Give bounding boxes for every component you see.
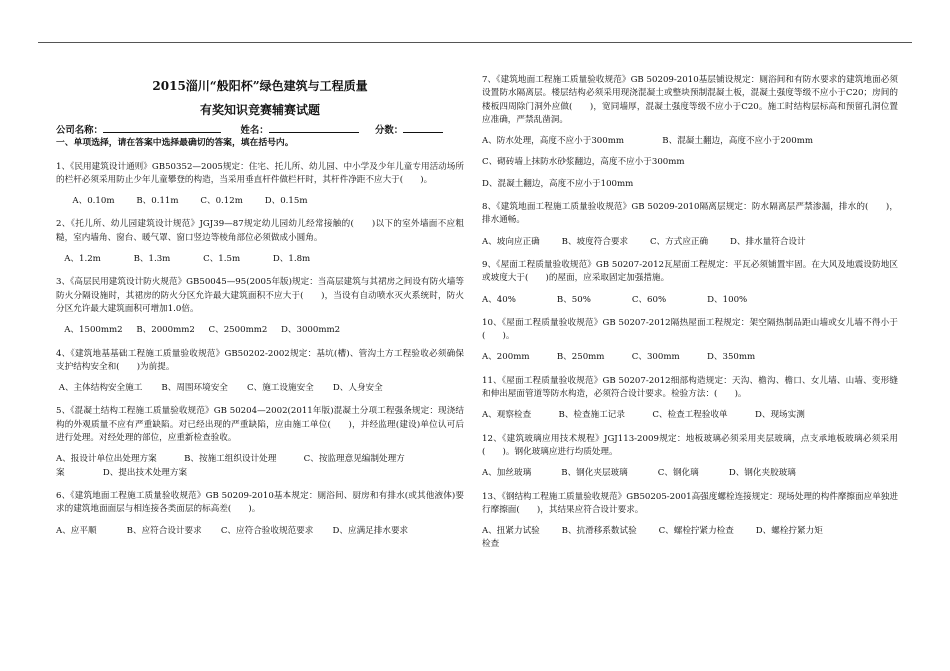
option[interactable]: C、施工设施安全 bbox=[247, 383, 314, 394]
option[interactable]: A、坡向应正确 bbox=[482, 236, 540, 247]
option[interactable]: D、现场实测 bbox=[754, 410, 805, 421]
exam-title: 2015淄川“般阳杯”绿色建筑与工程质量 bbox=[152, 79, 368, 93]
company-label: 公司名称： bbox=[56, 125, 103, 136]
question-text: 2、《托儿所、幼儿园建筑设计规范》JGJ39—87规定幼儿园幼儿经常接触的( )以下的室外墙面不应粗糙，室内墙角、窗台、暖气罩、窗口竖边等棱角部位必须做成小圆角。 bbox=[56, 219, 464, 243]
option[interactable]: D、排水量符合设计 bbox=[729, 236, 806, 247]
question-text: 4、《建筑地基基础工程施工质量验收规范》GB50202-2002规定：基坑(槽)、管沟土方工程验收必须确保支护结构安全和( )为前提。 bbox=[56, 348, 464, 372]
option[interactable]: B、2000mm2 bbox=[136, 325, 195, 336]
option[interactable]: C、应符合验收规范要求 bbox=[220, 525, 314, 536]
question-text: 12、《建筑玻璃应用技术规程》JGJ113-2009规定：地板玻璃必须采用夹层玻璃，点支承地板玻璃必须采用( )。钢化玻璃应进行均质处理。 bbox=[482, 433, 898, 457]
option[interactable]: D、应满足排水要求 bbox=[332, 525, 409, 536]
option[interactable]: D、钢化夹胶玻璃 bbox=[728, 468, 796, 479]
option[interactable]: D、3000mm2 bbox=[281, 325, 341, 336]
option-wrap: 案 bbox=[56, 467, 65, 478]
answer-options bbox=[482, 294, 898, 307]
answer-options bbox=[482, 135, 898, 148]
option[interactable]: B、应符合设计要求 bbox=[126, 525, 202, 536]
option[interactable]: B、抗滑移系数试验 bbox=[561, 526, 637, 537]
option[interactable]: B、检查施工记录 bbox=[558, 410, 625, 421]
question-text: 1、《民用建筑设计通则》GB50352—2005规定：住宅、托儿所、幼儿园、中小学及少年儿童专用活动场所的栏杆必须采用防止少年儿童攀登的构造，当采用垂直杆件做栏杆时，其杆件净距不应大于( )。 bbox=[56, 161, 464, 185]
option[interactable]: B、周围环境安全 bbox=[161, 383, 228, 394]
option[interactable]: A、加丝玻璃 bbox=[482, 468, 532, 479]
question-text: 6、《建筑地面工程施工质量验收规范》GB 50209-2010基本规定：厕浴间、厨房和有排水(或其他液体)要求的建筑地面面层与相连接各类面层的标高差( )。 bbox=[56, 490, 464, 515]
answer-options bbox=[482, 178, 898, 191]
answer-options bbox=[56, 525, 464, 538]
question-text: 8、《建筑地面工程施工质量验收规范》GB 50209-2010隔离层规定：防水隔离层严禁渗漏，排水的( )，排水通畅。 bbox=[482, 202, 898, 226]
option[interactable]: D、螺栓拧紧力矩 bbox=[755, 526, 823, 537]
option[interactable]: D、混凝土翻边，高度不应小于100mm bbox=[482, 178, 634, 189]
name-blank[interactable] bbox=[269, 122, 359, 133]
option[interactable]: B、1.3m bbox=[133, 254, 171, 265]
option-wrap: 检查 bbox=[482, 539, 500, 550]
answer-options bbox=[482, 467, 898, 480]
question-text: 5、《混凝土结构工程施工质量验收规范》GB 50204—2002(2011年版)混凝土分项工程强条规定：现浇结构的外观质量不应有严重缺陷。对已经出现的严重缺陷，应由施工单位( )，并经监理(建设)单位认可后进行处理。对经处理的部位，应重新检查验收。 bbox=[56, 406, 464, 444]
answer-options bbox=[56, 324, 464, 337]
option[interactable]: D、人身安全 bbox=[332, 383, 383, 394]
option[interactable]: A、报设计单位出处理方案 bbox=[56, 454, 157, 465]
option[interactable]: A、0.10m bbox=[72, 196, 115, 207]
answer-options bbox=[482, 351, 898, 364]
question-text: 11、《屋面工程质量验收规范》GB 50207-2012细部构造规定：天沟、檐沟、檐口、女儿墙、山墙、变形缝和伸出屋面管道等防水构造，必须符合设计要求。检验方法：( )。 bbox=[482, 375, 898, 400]
option[interactable]: A、主体结构安全施工 bbox=[58, 383, 143, 394]
header-rule bbox=[38, 42, 912, 43]
score-blank[interactable] bbox=[403, 122, 443, 133]
option[interactable]: A、扭紧力试验 bbox=[482, 526, 540, 537]
right-column bbox=[482, 74, 898, 562]
option[interactable]: A、200mm bbox=[482, 352, 530, 363]
option[interactable]: B、混凝土翻边，高度不应小于200mm bbox=[662, 136, 814, 147]
answer-options-continued bbox=[56, 467, 464, 480]
option[interactable]: A、40% bbox=[482, 294, 516, 305]
option[interactable]: D、350mm bbox=[707, 352, 756, 363]
question-text: 10、《屋面工程质量验收规范》GB 50207-2012隔热屋面工程规定：架空隔热制品距山墙或女儿墙不得小于( )。 bbox=[482, 317, 898, 342]
answer-options bbox=[482, 525, 898, 538]
score-label: 分数： bbox=[374, 125, 404, 136]
option[interactable]: C、1.5m bbox=[203, 254, 241, 265]
question-text: 3、《高层民用建筑设计防火规范》GB50045—95(2005年版)规定：当高层建筑与其裙房之间设有防火墙等防火分隔设施时，其裙房的防火分区允许最大建筑面积不应大于( )，当设有自动喷水灭火系统时，防火分区允许最大建筑面积可增加1.0倍。 bbox=[56, 277, 464, 314]
answer-options bbox=[482, 156, 898, 169]
option[interactable]: A、应平顺 bbox=[56, 525, 97, 536]
answer-options bbox=[482, 236, 898, 249]
question-text: 9、《屋面工程质量验收规范》GB 50207-2012瓦屋面工程规定：平瓦必须铺置牢固。在大风及地震设防地区或坡度大于( )的屋面，应采取固定加强措施。 bbox=[482, 259, 898, 284]
option[interactable]: C、0.12m bbox=[200, 196, 243, 207]
option[interactable]: C、300mm bbox=[631, 352, 680, 363]
option[interactable]: C、方式应正确 bbox=[649, 236, 709, 247]
option[interactable]: C、60% bbox=[631, 294, 667, 305]
company-blank[interactable] bbox=[103, 122, 221, 133]
option[interactable]: C、螺栓拧紧力检查 bbox=[658, 526, 734, 537]
option[interactable]: C、钢化璃 bbox=[657, 468, 699, 479]
option[interactable]: D、提出技术处理方案 bbox=[102, 467, 188, 478]
answer-options-continued bbox=[482, 538, 898, 551]
question-text: 13、《钢结构工程施工质量验收规范》GB50205-2001高强度螺栓连接规定：现场处理的构件摩擦面应单独进行摩擦面( )，其结果应符合设计要求。 bbox=[482, 491, 898, 515]
option[interactable]: B、50% bbox=[556, 294, 591, 305]
option[interactable]: A、1.2m bbox=[64, 254, 101, 265]
option[interactable]: B、250mm bbox=[556, 352, 605, 363]
option[interactable]: D、100% bbox=[707, 294, 748, 305]
option[interactable]: D、0.15m bbox=[264, 196, 308, 207]
answer-options bbox=[56, 195, 464, 208]
option[interactable]: A、防水处理，高度不应小于300mm bbox=[482, 136, 625, 147]
section-heading: 一、单项选择，请在答案中选择最确切的答案，填在括号内。 bbox=[56, 138, 294, 149]
question-text: 7、《建筑地面工程施工质量验收规范》GB 50209-2010基层铺设规定：厕浴间和有防水要求的建筑地面必须设置防水隔离层。楼层结构必须采用现浇混凝土或整块预制混凝土板，混凝土强度等级不应小于C20；房间的楼板四周除门洞外应做( )，宽同墙厚，混凝土强度等级不应小于C20。施工时结构层标高和预留孔洞位置应准确，严禁乱凿洞。 bbox=[482, 75, 898, 125]
option[interactable]: B、0.11m bbox=[136, 196, 179, 207]
answer-options bbox=[56, 382, 464, 395]
option[interactable]: A、观察检查 bbox=[482, 410, 532, 421]
option[interactable]: A、1500mm2 bbox=[64, 325, 123, 336]
answer-options bbox=[56, 253, 464, 266]
answer-options bbox=[56, 453, 464, 466]
option[interactable]: B、按施工组织设计处理 bbox=[184, 454, 277, 465]
option[interactable]: B、坡度符合要求 bbox=[561, 236, 629, 247]
exam-subtitle: 有奖知识竞赛辅赛试题 bbox=[199, 103, 320, 117]
option[interactable]: C、按监理意见编制处理方 bbox=[303, 454, 405, 465]
option[interactable]: C、砌砖墙上抹防水砂浆翻边，高度不应小于300mm bbox=[482, 157, 685, 168]
option[interactable]: C、2500mm2 bbox=[208, 325, 268, 336]
left-column bbox=[56, 58, 464, 548]
option[interactable]: D、1.8m bbox=[272, 254, 311, 265]
answer-options bbox=[482, 409, 898, 422]
candidate-info-row bbox=[56, 122, 464, 137]
option[interactable]: B、钢化夹层玻璃 bbox=[561, 468, 628, 479]
name-label: 姓名： bbox=[240, 125, 269, 136]
option[interactable]: C、检查工程验收单 bbox=[652, 410, 728, 421]
